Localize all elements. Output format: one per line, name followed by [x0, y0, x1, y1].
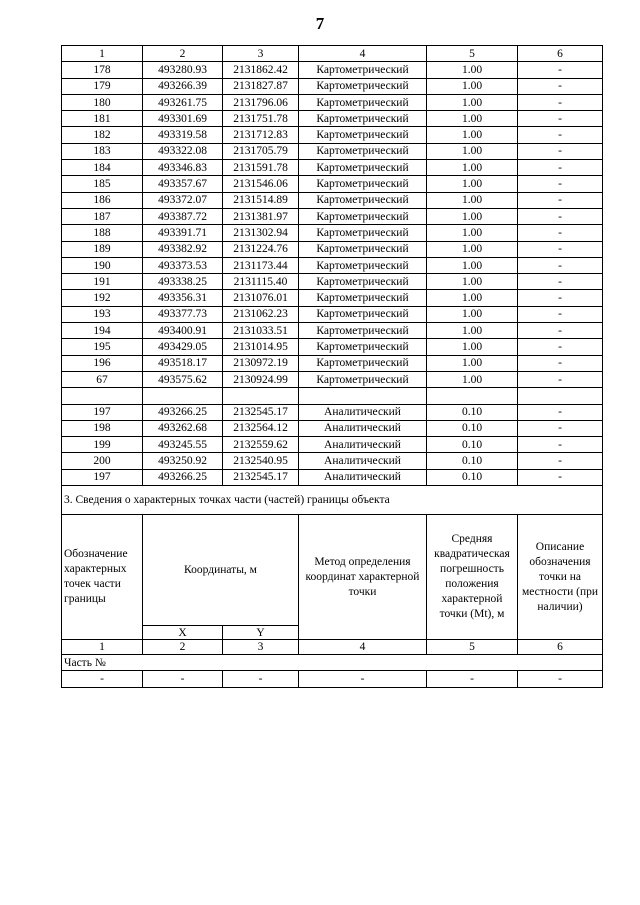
- header-x: X: [143, 626, 223, 640]
- table-cell: Картометрический: [299, 143, 427, 159]
- table-cell: 1.00: [427, 257, 518, 273]
- table-cell: 493266.25: [143, 469, 223, 485]
- table-cell: 197: [62, 469, 143, 485]
- column-number: 6: [518, 640, 603, 655]
- table-cell: Картометрический: [299, 274, 427, 290]
- table-cell: 189: [62, 241, 143, 257]
- table-cell: 1.00: [427, 160, 518, 176]
- table-cell: 193: [62, 306, 143, 322]
- table-cell: Картометрический: [299, 94, 427, 110]
- table-cell: Картометрический: [299, 290, 427, 306]
- table-cell: 2131827.87: [223, 78, 299, 94]
- table-cell: -: [518, 437, 603, 453]
- table-cell: -: [518, 176, 603, 192]
- blank-row: [62, 388, 603, 404]
- table-cell: 493357.67: [143, 176, 223, 192]
- table-cell: Аналитический: [299, 420, 427, 436]
- table-cell: 2131076.01: [223, 290, 299, 306]
- table-cell: 2131712.83: [223, 127, 299, 143]
- column-number-row-2: [62, 640, 603, 655]
- table-cell: 493245.55: [143, 437, 223, 453]
- table-cell: 200: [62, 453, 143, 469]
- table-row: [62, 257, 603, 273]
- table-cell: 188: [62, 225, 143, 241]
- table-cell: 1.00: [427, 355, 518, 371]
- table-cell: 493301.69: [143, 111, 223, 127]
- table-cell: 2131862.42: [223, 62, 299, 78]
- table-cell: 184: [62, 160, 143, 176]
- header-designation: Обозначение характерных точек части границы: [62, 515, 143, 640]
- table-cell: 1.00: [427, 290, 518, 306]
- table-cell: Аналитический: [299, 404, 427, 420]
- table-cell: Аналитический: [299, 469, 427, 485]
- table-cell: 1.00: [427, 111, 518, 127]
- table-cell: 493266.25: [143, 404, 223, 420]
- table-cell: 2130924.99: [223, 371, 299, 387]
- table-cell: 67: [62, 371, 143, 387]
- table-cell: 493266.39: [143, 78, 223, 94]
- header-description: Описание обозначения точки на местности (при наличии): [518, 515, 603, 640]
- table-cell: Картометрический: [299, 339, 427, 355]
- header-y: Y: [223, 626, 299, 640]
- table-cell: 493356.31: [143, 290, 223, 306]
- table-cell: Картометрический: [299, 111, 427, 127]
- table-cell: 1.00: [427, 192, 518, 208]
- table-row: [62, 111, 603, 127]
- table-row: [62, 290, 603, 306]
- table-cell: 493382.92: [143, 241, 223, 257]
- column-number: 1: [62, 640, 143, 655]
- table-cell: Картометрический: [299, 323, 427, 339]
- table-cell: 178: [62, 62, 143, 78]
- table-cell: 493387.72: [143, 208, 223, 224]
- dash-cell: -: [518, 671, 603, 688]
- table-row: [62, 339, 603, 355]
- table-cell: 180: [62, 94, 143, 110]
- table-row: [62, 143, 603, 159]
- table-cell: -: [518, 127, 603, 143]
- table-cell: 2131302.94: [223, 225, 299, 241]
- table-row: [62, 469, 603, 485]
- table-cell: Картометрический: [299, 160, 427, 176]
- table-cell: 2131381.97: [223, 208, 299, 224]
- table-cell: -: [518, 306, 603, 322]
- table-cell: 199: [62, 437, 143, 453]
- table-cell: 2131546.06: [223, 176, 299, 192]
- table-row: [62, 323, 603, 339]
- table-cell: 493322.08: [143, 143, 223, 159]
- table-row: [62, 371, 603, 387]
- table-cell: 2131173.44: [223, 257, 299, 273]
- table-cell: 190: [62, 257, 143, 273]
- dash-cell: -: [223, 671, 299, 688]
- table-cell: 493400.91: [143, 323, 223, 339]
- table-cell: Картометрический: [299, 225, 427, 241]
- table-cell: -: [518, 257, 603, 273]
- table-cell: 198: [62, 420, 143, 436]
- table-cell: 182: [62, 127, 143, 143]
- table-cell: 493391.71: [143, 225, 223, 241]
- table-cell: 196: [62, 355, 143, 371]
- table-row: [62, 453, 603, 469]
- table-cell: 0.10: [427, 437, 518, 453]
- table-cell: -: [518, 371, 603, 387]
- table-cell: 493250.92: [143, 453, 223, 469]
- table-cell: 2131591.78: [223, 160, 299, 176]
- dash-cell: -: [143, 671, 223, 688]
- table-cell: 194: [62, 323, 143, 339]
- column-number: 4: [299, 46, 427, 62]
- table-cell: -: [518, 111, 603, 127]
- table-cell: 1.00: [427, 274, 518, 290]
- table-cell: 2130972.19: [223, 355, 299, 371]
- table-row: [62, 176, 603, 192]
- table-cell: 2131062.23: [223, 306, 299, 322]
- column-number: 2: [143, 46, 223, 62]
- table-cell: -: [518, 404, 603, 420]
- table-cell: 1.00: [427, 62, 518, 78]
- header-row: [62, 515, 603, 626]
- table-cell: 181: [62, 111, 143, 127]
- table-cell: -: [518, 192, 603, 208]
- table-cell: Картометрический: [299, 257, 427, 273]
- table-cell: 493262.68: [143, 420, 223, 436]
- dash-cell: -: [427, 671, 518, 688]
- table-cell: 2131115.40: [223, 274, 299, 290]
- table-cell: Картометрический: [299, 208, 427, 224]
- table-cell: -: [518, 323, 603, 339]
- table-cell: -: [518, 469, 603, 485]
- table-row: [62, 160, 603, 176]
- table-cell: 1.00: [427, 323, 518, 339]
- table-row: [62, 420, 603, 436]
- column-number: 5: [427, 640, 518, 655]
- table-cell: 0.10: [427, 420, 518, 436]
- column-number: 3: [223, 640, 299, 655]
- part-row: [62, 671, 603, 688]
- table-cell: -: [518, 453, 603, 469]
- section-3-title: 3. Сведения о характерных точках части (частей) границы объекта: [62, 486, 603, 515]
- table-cell: 2131796.06: [223, 94, 299, 110]
- table-cell: Картометрический: [299, 241, 427, 257]
- table-cell: 1.00: [427, 176, 518, 192]
- table-row: [62, 225, 603, 241]
- table-cell: -: [518, 241, 603, 257]
- table-cell: 1.00: [427, 78, 518, 94]
- table-cell: 2131751.78: [223, 111, 299, 127]
- table-cell: Картометрический: [299, 62, 427, 78]
- table-cell: 0.10: [427, 469, 518, 485]
- table-cell: 493373.53: [143, 257, 223, 273]
- table-cell: Картометрический: [299, 371, 427, 387]
- table-cell: 1.00: [427, 225, 518, 241]
- table-cell: 1.00: [427, 339, 518, 355]
- table-cell: Картометрический: [299, 192, 427, 208]
- table-row: [62, 94, 603, 110]
- table-row: [62, 241, 603, 257]
- table-cell: -: [518, 78, 603, 94]
- table-cell: Картометрический: [299, 127, 427, 143]
- table-cell: 493319.58: [143, 127, 223, 143]
- header-coordinates: Координаты, м: [143, 515, 299, 626]
- table-cell: 2131033.51: [223, 323, 299, 339]
- table-cell: Картометрический: [299, 176, 427, 192]
- table-cell: 2131014.95: [223, 339, 299, 355]
- table-row: [62, 306, 603, 322]
- column-number: 4: [299, 640, 427, 655]
- table-cell: 187: [62, 208, 143, 224]
- table-cell: 2131224.76: [223, 241, 299, 257]
- table-cell: 493518.17: [143, 355, 223, 371]
- table-cell: 493280.93: [143, 62, 223, 78]
- table-cell: 493377.73: [143, 306, 223, 322]
- column-number: 1: [62, 46, 143, 62]
- table-cell: 493338.25: [143, 274, 223, 290]
- table-cell: -: [518, 94, 603, 110]
- table-cell: 2132564.12: [223, 420, 299, 436]
- table-cell: -: [518, 225, 603, 241]
- table-cell: 493429.05: [143, 339, 223, 355]
- table-cell: 197: [62, 404, 143, 420]
- table-cell: 185: [62, 176, 143, 192]
- table-cell: 2132545.17: [223, 404, 299, 420]
- table-cell: 1.00: [427, 127, 518, 143]
- table-cell: Картометрический: [299, 306, 427, 322]
- header-error: Средняя квадратическая погрешность положения характерной точки (Mt), м: [427, 515, 518, 640]
- table-cell: 2132540.95: [223, 453, 299, 469]
- table-row: [62, 404, 603, 420]
- table-cell: 192: [62, 290, 143, 306]
- table-cell: 493261.75: [143, 94, 223, 110]
- table-cell: Картометрический: [299, 355, 427, 371]
- table-cell: -: [518, 420, 603, 436]
- table-row: [62, 78, 603, 94]
- dash-cell: -: [299, 671, 427, 688]
- table-cell: 1.00: [427, 371, 518, 387]
- table-cell: -: [518, 274, 603, 290]
- table-cell: 0.10: [427, 404, 518, 420]
- table-cell: -: [518, 160, 603, 176]
- table-cell: 1.00: [427, 94, 518, 110]
- table-cell: -: [518, 208, 603, 224]
- column-number-row: [62, 46, 603, 62]
- table-cell: -: [518, 355, 603, 371]
- dash-cell: -: [62, 671, 143, 688]
- table-cell: 2132545.17: [223, 469, 299, 485]
- table-cell: -: [518, 339, 603, 355]
- table-cell: 2131514.89: [223, 192, 299, 208]
- column-number: 2: [143, 640, 223, 655]
- table-cell: Аналитический: [299, 453, 427, 469]
- coordinates-table: [61, 45, 603, 688]
- table-cell: -: [518, 143, 603, 159]
- table-cell: 191: [62, 274, 143, 290]
- table-cell: 183: [62, 143, 143, 159]
- table-cell: 2131705.79: [223, 143, 299, 159]
- table-cell: 1.00: [427, 241, 518, 257]
- table-cell: 0.10: [427, 453, 518, 469]
- table-cell: 493346.83: [143, 160, 223, 176]
- table-cell: Картометрический: [299, 78, 427, 94]
- table-cell: -: [518, 62, 603, 78]
- table-cell: 1.00: [427, 306, 518, 322]
- table-row: [62, 127, 603, 143]
- table-cell: 195: [62, 339, 143, 355]
- column-number: 5: [427, 46, 518, 62]
- table-cell: Аналитический: [299, 437, 427, 453]
- table-row: [62, 437, 603, 453]
- table-row: [62, 62, 603, 78]
- table-cell: 1.00: [427, 208, 518, 224]
- table-row: [62, 192, 603, 208]
- table-row: [62, 208, 603, 224]
- table-cell: 179: [62, 78, 143, 94]
- table-cell: 493372.07: [143, 192, 223, 208]
- header-method: Метод определения координат характерной точки: [299, 515, 427, 640]
- table-cell: 1.00: [427, 143, 518, 159]
- page-number: 7: [315, 14, 325, 33]
- column-number: 3: [223, 46, 299, 62]
- table-row: [62, 274, 603, 290]
- table-cell: 493575.62: [143, 371, 223, 387]
- table-row: [62, 355, 603, 371]
- table-cell: 2132559.62: [223, 437, 299, 453]
- table-cell: 186: [62, 192, 143, 208]
- part-label: Часть №: [62, 655, 603, 671]
- table-cell: -: [518, 290, 603, 306]
- column-number: 6: [518, 46, 603, 62]
